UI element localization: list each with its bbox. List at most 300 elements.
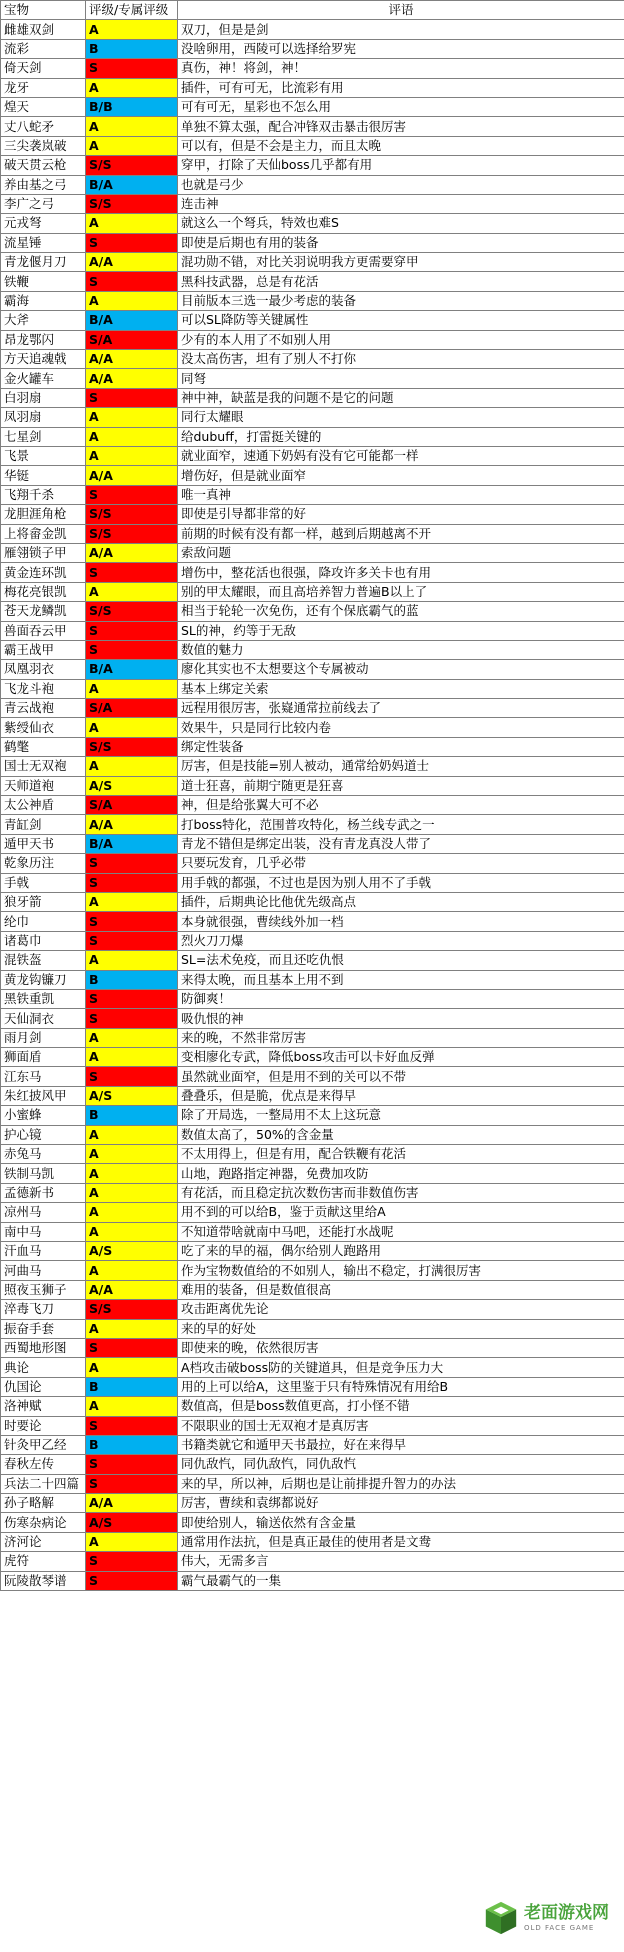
comment-cell: 神中神，缺蓝是我的问题不是它的问题: [178, 388, 624, 407]
table-row: [1, 311, 624, 330]
rating-cell: S: [86, 640, 178, 659]
treasure-name: 霸王战甲: [1, 640, 86, 659]
comment-cell: 变相廖化专武，降低boss攻击可以卡好血反弹: [178, 1048, 624, 1067]
table-row: [1, 1435, 624, 1454]
treasure-name: 黑铁重凯: [1, 989, 86, 1008]
treasure-name: 流彩: [1, 39, 86, 58]
treasure-name: 流星锤: [1, 233, 86, 252]
treasure-name: 鹤氅: [1, 737, 86, 756]
comment-cell: 有花活，而且稳定抗次数伤害而非数值伤害: [178, 1183, 624, 1202]
rating-cell: B/A: [86, 834, 178, 853]
rating-cell: A/A: [86, 815, 178, 834]
table-row: [1, 815, 624, 834]
comment-cell: 书籍类就它和遁甲天书最拉，好在来得早: [178, 1435, 624, 1454]
treasure-name: 虎符: [1, 1552, 86, 1571]
treasure-name: 七星剑: [1, 427, 86, 446]
treasure-name: 大斧: [1, 311, 86, 330]
table-row: [1, 834, 624, 853]
treasure-name: 时要论: [1, 1416, 86, 1435]
rating-cell: S: [86, 912, 178, 931]
comment-cell: 同弩: [178, 369, 624, 388]
table-row: [1, 640, 624, 659]
comment-cell: 来的晚，不然非常厉害: [178, 1028, 624, 1047]
rating-cell: B: [86, 1106, 178, 1125]
comment-cell: 单独不算太强，配合冲锋双击暴击很厉害: [178, 117, 624, 136]
table-row: [1, 214, 624, 233]
rating-cell: S: [86, 59, 178, 78]
comment-cell: 即使给别人，输送依然有含金量: [178, 1513, 624, 1532]
comment-cell: 连击神: [178, 194, 624, 213]
rating-cell: S: [86, 388, 178, 407]
treasure-name: 西蜀地形图: [1, 1338, 86, 1357]
treasure-name: 梅花亮银凯: [1, 582, 86, 601]
treasure-name: 手戟: [1, 873, 86, 892]
comment-cell: 可以有，但是不会是主力，而且太晚: [178, 136, 624, 155]
cube-logo-icon: [482, 1899, 520, 1937]
comment-cell: 增伤好，但是就业面窄: [178, 466, 624, 485]
treasure-name: 雁翎锁子甲: [1, 543, 86, 562]
comment-cell: 效果牛，只是同行比较内卷: [178, 718, 624, 737]
rating-cell: A: [86, 757, 178, 776]
table-row: [1, 97, 624, 116]
treasure-name: 伤寒杂病论: [1, 1513, 86, 1532]
table-row: [1, 796, 624, 815]
rating-cell: A: [86, 291, 178, 310]
table-row: [1, 175, 624, 194]
rating-cell: S/S: [86, 194, 178, 213]
treasure-name: 苍天龙鳞凯: [1, 602, 86, 621]
comment-cell: 没太高伤害，坦有了别人不打你: [178, 350, 624, 369]
rating-cell: A: [86, 951, 178, 970]
table-row: [1, 1397, 624, 1416]
comment-cell: 就业面窄，速通下奶妈有没有它可能都一样: [178, 446, 624, 465]
rating-cell: S/A: [86, 330, 178, 349]
table-row: [1, 505, 624, 524]
treasure-name: 孟德新书: [1, 1183, 86, 1202]
treasure-name: 龙牙: [1, 78, 86, 97]
rating-cell: A/S: [86, 1086, 178, 1105]
rating-cell: S: [86, 1571, 178, 1590]
rating-cell: A: [86, 427, 178, 446]
comment-cell: 可有可无，星彩也不怎么用: [178, 97, 624, 116]
table-row: [1, 1164, 624, 1183]
comment-cell: 绑定性装备: [178, 737, 624, 756]
table-row: [1, 1222, 624, 1241]
treasure-name: 凤凰羽衣: [1, 660, 86, 679]
rating-cell: A: [86, 1125, 178, 1144]
treasure-name: 丈八蛇矛: [1, 117, 86, 136]
comment-cell: 数值高，但是boss数值更高，打小怪不错: [178, 1397, 624, 1416]
treasure-name: 仇国论: [1, 1377, 86, 1396]
table-row: [1, 1358, 624, 1377]
rating-cell: A: [86, 679, 178, 698]
treasure-name: 狼牙箭: [1, 892, 86, 911]
comment-cell: 远程用很厉害，张嶷通常拉前线去了: [178, 699, 624, 718]
comment-cell: 别的甲太耀眼，而且高培养智力普遍B以上了: [178, 582, 624, 601]
table-row: [1, 912, 624, 931]
table-row: [1, 1009, 624, 1028]
treasure-name: 针灸甲乙经: [1, 1435, 86, 1454]
table-row: [1, 524, 624, 543]
treasure-name: 李广之弓: [1, 194, 86, 213]
treasure-name: 飞景: [1, 446, 86, 465]
comment-cell: 插件，后期典论比他优先级高点: [178, 892, 624, 911]
rating-cell: B: [86, 1377, 178, 1396]
comment-cell: 同仇敌忾，同仇敌忾，同仇敌忾: [178, 1455, 624, 1474]
table-row: [1, 1106, 624, 1125]
treasure-name: 遁甲天书: [1, 834, 86, 853]
table-row: [1, 1086, 624, 1105]
rating-cell: S: [86, 1338, 178, 1357]
treasure-name: 白羽扇: [1, 388, 86, 407]
table-row: [1, 1028, 624, 1047]
treasure-name: 洛神赋: [1, 1397, 86, 1416]
comment-cell: SL=法术免疫，而且还吃仇恨: [178, 951, 624, 970]
comment-cell: 伟大，无需多言: [178, 1552, 624, 1571]
table-row: [1, 602, 624, 621]
comment-cell: 霸气最霸气的一集: [178, 1571, 624, 1590]
table-row: [1, 1203, 624, 1222]
comment-cell: 不知道带啥就南中马吧，还能打水战呢: [178, 1222, 624, 1241]
comment-cell: 唯一真神: [178, 485, 624, 504]
rating-cell: S: [86, 233, 178, 252]
rating-cell: A: [86, 1048, 178, 1067]
table-row: [1, 194, 624, 213]
table-row: [1, 446, 624, 465]
rating-cell: A: [86, 1164, 178, 1183]
rating-cell: S/S: [86, 524, 178, 543]
comment-cell: 可以SL降防等关键属性: [178, 311, 624, 330]
treasure-name: 凤羽扇: [1, 408, 86, 427]
table-row: [1, 1280, 624, 1299]
table-row: [1, 873, 624, 892]
comment-cell: 用的上可以给A，这里鉴于只有特殊情况有用给B: [178, 1377, 624, 1396]
table-row: [1, 737, 624, 756]
comment-cell: 即使是引导都非常的好: [178, 505, 624, 524]
rating-cell: A/A: [86, 350, 178, 369]
table-row: [1, 699, 624, 718]
comment-cell: 同行太耀眼: [178, 408, 624, 427]
table-row: [1, 1552, 624, 1571]
table-row: [1, 427, 624, 446]
rating-cell: A: [86, 1261, 178, 1280]
treasure-name: 典论: [1, 1358, 86, 1377]
table-row: [1, 1300, 624, 1319]
table-row: [1, 1125, 624, 1144]
treasure-name: 国士无双袍: [1, 757, 86, 776]
comment-cell: 目前版本三选一最少考虑的装备: [178, 291, 624, 310]
comment-cell: 插件，可有可无，比流彩有用: [178, 78, 624, 97]
comment-cell: 不限职业的国士无双袍才是真厉害: [178, 1416, 624, 1435]
comment-cell: 来的早，所以神，后期也是让前排提升智力的办法: [178, 1474, 624, 1493]
rating-cell: S/S: [86, 1300, 178, 1319]
treasure-name: 黄金连环凯: [1, 563, 86, 582]
comment-cell: 厉害，但是技能=别人被动，通常给奶妈道士: [178, 757, 624, 776]
treasure-name: 纶巾: [1, 912, 86, 931]
treasure-name: 煌天: [1, 97, 86, 116]
rating-cell: A: [86, 136, 178, 155]
comment-cell: 基本上绑定关索: [178, 679, 624, 698]
table-row: [1, 776, 624, 795]
treasure-name: 兵法二十四篇: [1, 1474, 86, 1493]
comment-cell: 攻击距离优先论: [178, 1300, 624, 1319]
rating-cell: A: [86, 1203, 178, 1222]
rating-cell: A/A: [86, 466, 178, 485]
rating-cell: A: [86, 582, 178, 601]
treasure-name: 雨月剑: [1, 1028, 86, 1047]
rating-cell: S/S: [86, 505, 178, 524]
rating-cell: S: [86, 563, 178, 582]
rating-cell: A: [86, 78, 178, 97]
treasure-name: 飞翔千杀: [1, 485, 86, 504]
table-row: [1, 970, 624, 989]
rating-cell: B: [86, 39, 178, 58]
treasure-name: 元戎弩: [1, 214, 86, 233]
table-row: [1, 485, 624, 504]
treasure-name: 养由基之弓: [1, 175, 86, 194]
rating-cell: S: [86, 1067, 178, 1086]
treasure-name: 黄龙钩镰刀: [1, 970, 86, 989]
comment-cell: 叠叠乐，但是脆，优点是来得早: [178, 1086, 624, 1105]
table-row: [1, 39, 624, 58]
comment-cell: 没啥卵用，西陵可以选择给罗宪: [178, 39, 624, 58]
rating-cell: S: [86, 873, 178, 892]
comment-cell: 来得太晚，而且基本上用不到: [178, 970, 624, 989]
treasure-name: 赤兔马: [1, 1145, 86, 1164]
table-row: [1, 989, 624, 1008]
table-row: [1, 59, 624, 78]
treasure-name: 铁制马凯: [1, 1164, 86, 1183]
treasure-name: 河曲马: [1, 1261, 86, 1280]
table-row: [1, 272, 624, 291]
rating-cell: A: [86, 892, 178, 911]
comment-cell: 前期的时候有没有都一样，越到后期越离不开: [178, 524, 624, 543]
watermark-title: 老面游戏网: [524, 1903, 609, 1923]
comment-cell: 打boss特化，范围普攻特化，杨兰线专武之一: [178, 815, 624, 834]
treasure-name: 金火罐车: [1, 369, 86, 388]
rating-cell: S: [86, 1455, 178, 1474]
treasure-name: 天师道袍: [1, 776, 86, 795]
table-row: [1, 233, 624, 252]
table-row: [1, 253, 624, 272]
rating-cell: A: [86, 1028, 178, 1047]
comment-cell: 黑科技武器，总是有花活: [178, 272, 624, 291]
comment-cell: 即使是后期也有用的装备: [178, 233, 624, 252]
treasure-name: 阮陵散琴谱: [1, 1571, 86, 1590]
comment-cell: 数值太高了，50%的含金量: [178, 1125, 624, 1144]
watermark-subtitle: OLD FACE GAME: [524, 1924, 595, 1932]
treasure-name: 济河论: [1, 1532, 86, 1551]
treasure-name: 江东马: [1, 1067, 86, 1086]
table-row: [1, 330, 624, 349]
rating-cell: A/S: [86, 776, 178, 795]
comment-cell: 给dubuff，打雷挺关键的: [178, 427, 624, 446]
comment-cell: 也就是弓少: [178, 175, 624, 194]
table-row: [1, 466, 624, 485]
comment-cell: 烈火刀刀爆: [178, 931, 624, 950]
rating-cell: S/A: [86, 796, 178, 815]
comment-cell: 厉害，曹续和袁绑都说好: [178, 1494, 624, 1513]
rating-cell: S/S: [86, 156, 178, 175]
comment-cell: 就这么一个弩兵，特效也难S: [178, 214, 624, 233]
treasure-name: 破天贯云枪: [1, 156, 86, 175]
table-row: [1, 1183, 624, 1202]
table-row: [1, 563, 624, 582]
comment-cell: 作为宝物数值给的不如别人，输出不稳定，打满很厉害: [178, 1261, 624, 1280]
table-row: [1, 951, 624, 970]
comment-cell: 穿甲，打除了天仙boss几乎都有用: [178, 156, 624, 175]
rating-cell: A/S: [86, 1513, 178, 1532]
comment-cell: 虽然就业面窄，但是用不到的关可以不带: [178, 1067, 624, 1086]
treasure-name: 华铤: [1, 466, 86, 485]
table-row: [1, 1377, 624, 1396]
table-row: [1, 1261, 624, 1280]
treasure-name: 汗血马: [1, 1242, 86, 1261]
table-row: [1, 1319, 624, 1338]
comment-cell: 来的早的好处: [178, 1319, 624, 1338]
comment-cell: 本身就很强，曹续线外加一档: [178, 912, 624, 931]
rating-cell: A/A: [86, 543, 178, 562]
comment-cell: 混功勋不错，对比关羽说明我方更需要穿甲: [178, 253, 624, 272]
treasure-name: 飞龙斗袍: [1, 679, 86, 698]
comment-cell: 增伤中，整花活也很强，降攻许多关卡也有用: [178, 563, 624, 582]
rating-cell: S: [86, 272, 178, 291]
site-watermark: [480, 1894, 610, 1942]
treasure-name: 兽面吞云甲: [1, 621, 86, 640]
treasure-name: 三尖袭岚破: [1, 136, 86, 155]
table-row: [1, 892, 624, 911]
rating-cell: A/A: [86, 1280, 178, 1299]
table-row: [1, 388, 624, 407]
comment-cell: 廖化其实也不太想要这个专属被动: [178, 660, 624, 679]
rating-cell: A: [86, 1145, 178, 1164]
rating-cell: B/A: [86, 311, 178, 330]
treasure-name: 乾象历注: [1, 854, 86, 873]
treasure-name: 护心镜: [1, 1125, 86, 1144]
comment-cell: 神，但是给张翼大可不必: [178, 796, 624, 815]
treasure-name: 青云战袍: [1, 699, 86, 718]
rating-cell: B: [86, 1435, 178, 1454]
comment-cell: 不太用得上，但是有用，配合铁鞭有花活: [178, 1145, 624, 1164]
treasure-name: 振奋手套: [1, 1319, 86, 1338]
rating-cell: S/A: [86, 699, 178, 718]
comment-cell: A档攻击破boss防的关键道具，但是竞争压力大: [178, 1358, 624, 1377]
treasure-name: 霸海: [1, 291, 86, 310]
rating-cell: A: [86, 1358, 178, 1377]
header-treasure: 宝物: [1, 1, 86, 20]
table-row: [1, 1145, 624, 1164]
rating-cell: S: [86, 1474, 178, 1493]
table-row: [1, 679, 624, 698]
table-row: [1, 156, 624, 175]
rating-cell: B/B: [86, 97, 178, 116]
comment-cell: 道士狂喜，前期宁随更是狂喜: [178, 776, 624, 795]
rating-cell: A: [86, 446, 178, 465]
treasure-name: 昂龙鄂闪: [1, 330, 86, 349]
table-row: [1, 757, 624, 776]
rating-cell: A: [86, 718, 178, 737]
rating-cell: A: [86, 1397, 178, 1416]
table-row: [1, 408, 624, 427]
rating-cell: S: [86, 989, 178, 1008]
rating-cell: S/S: [86, 737, 178, 756]
treasure-name: 南中马: [1, 1222, 86, 1241]
rating-cell: A: [86, 408, 178, 427]
rating-cell: S/S: [86, 602, 178, 621]
comment-cell: 山地，跑路指定神器，免费加攻防: [178, 1164, 624, 1183]
rating-cell: A: [86, 214, 178, 233]
treasure-name: 上将畲金凯: [1, 524, 86, 543]
rating-cell: A: [86, 117, 178, 136]
comment-cell: 只要玩发育，几乎必带: [178, 854, 624, 873]
rating-cell: S: [86, 1009, 178, 1028]
rating-cell: B/A: [86, 175, 178, 194]
table-row: [1, 1455, 624, 1474]
table-row: [1, 543, 624, 562]
comment-cell: 即使来的晚，依然很厉害: [178, 1338, 624, 1357]
comment-cell: 通常用作法抗，但是真正最佳的使用者是文鸯: [178, 1532, 624, 1551]
table-row: [1, 854, 624, 873]
comment-cell: 索敌问题: [178, 543, 624, 562]
rating-cell: A/A: [86, 369, 178, 388]
treasure-name: 小蜜蜂: [1, 1106, 86, 1125]
comment-cell: 少有的本人用了不如别人用: [178, 330, 624, 349]
comment-cell: 吃了来的早的福，偶尔给别人跑路用: [178, 1242, 624, 1261]
header-comment: 评语: [178, 1, 624, 20]
treasure-name: 倚天剑: [1, 59, 86, 78]
rating-cell: A: [86, 1183, 178, 1202]
treasure-name: 照夜玉狮子: [1, 1280, 86, 1299]
treasure-name: 淬毒飞刀: [1, 1300, 86, 1319]
rating-cell: A/A: [86, 253, 178, 272]
rating-cell: B/A: [86, 660, 178, 679]
table-row: [1, 369, 624, 388]
treasure-name: 太公神盾: [1, 796, 86, 815]
treasure-name: 混铁盔: [1, 951, 86, 970]
rating-cell: A: [86, 1319, 178, 1338]
rating-cell: B: [86, 970, 178, 989]
rating-cell: S: [86, 485, 178, 504]
treasure-name: 龙胆涯角枪: [1, 505, 86, 524]
treasure-name: 紫绶仙衣: [1, 718, 86, 737]
treasure-name: 狮面盾: [1, 1048, 86, 1067]
comment-cell: 防御爽！: [178, 989, 624, 1008]
table-header-row: [1, 1, 624, 20]
table-row: [1, 660, 624, 679]
table-row: [1, 931, 624, 950]
table-row: [1, 1571, 624, 1590]
comment-cell: 难用的装备，但是数值很高: [178, 1280, 624, 1299]
comment-cell: 数值的魅力: [178, 640, 624, 659]
table-row: [1, 78, 624, 97]
rating-cell: S: [86, 621, 178, 640]
comment-cell: SL的神，约等于无敌: [178, 621, 624, 640]
comment-cell: 除了开局选，一整局用不太上这玩意: [178, 1106, 624, 1125]
rating-cell: S: [86, 1552, 178, 1571]
comment-cell: 吸仇恨的神: [178, 1009, 624, 1028]
table-row: [1, 1474, 624, 1493]
rating-cell: S: [86, 854, 178, 873]
treasure-name: 铁鞭: [1, 272, 86, 291]
table-row: [1, 136, 624, 155]
table-row: [1, 1513, 624, 1532]
rating-cell: S: [86, 931, 178, 950]
table-row: [1, 117, 624, 136]
table-row: [1, 20, 624, 39]
comment-cell: 双刀，但是是剑: [178, 20, 624, 39]
comment-cell: 真伤，神！将剑，神！: [178, 59, 624, 78]
treasure-name: 凉州马: [1, 1203, 86, 1222]
